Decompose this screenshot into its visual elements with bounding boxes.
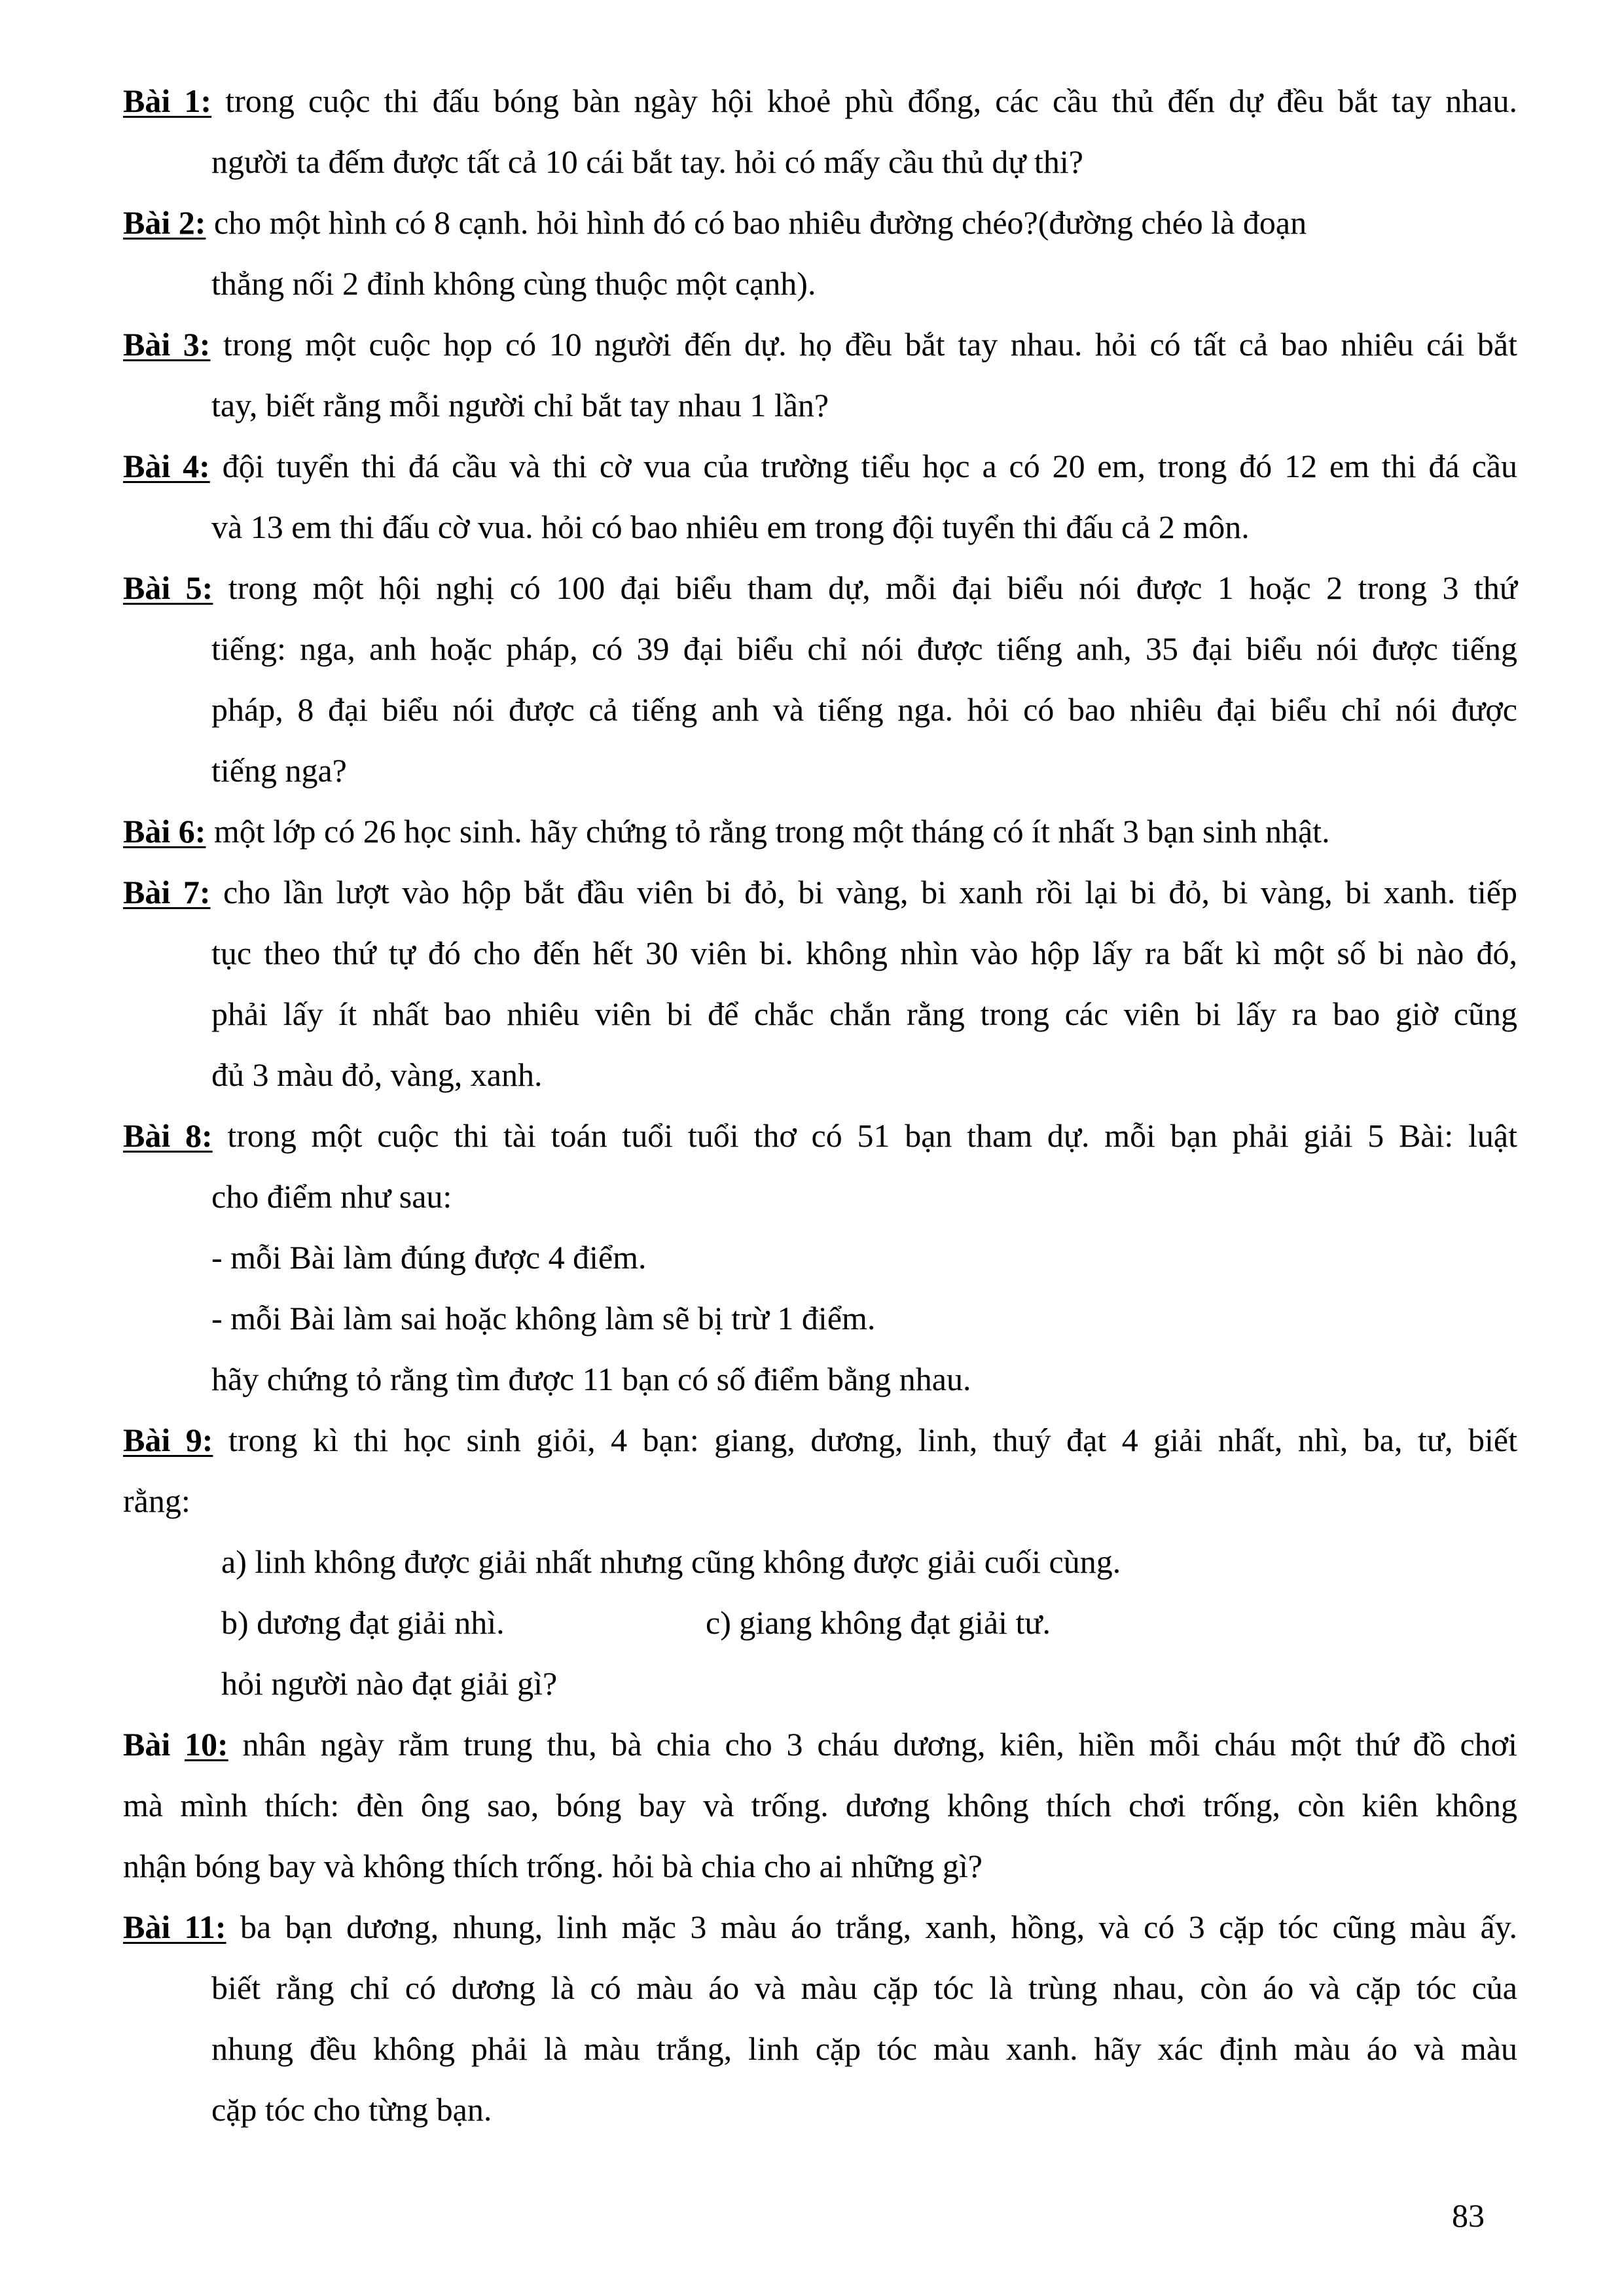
problem-7-line-1 xyxy=(123,862,1517,923)
problem-7-line-3: phải lấy ít nhất bao nhiêu viên bi để chắc chắn rằng trong các viên bi lấy ra bao giờ cũng xyxy=(211,996,1517,1032)
problem-3-line-2: tay, biết rằng mỗi người chỉ bắt tay nhau 1 lần? xyxy=(211,387,829,423)
problem-11-line-3: nhung đều không phải là màu trắng, linh cặp tóc màu xanh. hãy xác định màu áo và màu xyxy=(211,2030,1517,2067)
problem-6-text: một lớp có 26 học sinh. hãy chứng tỏ rằng trong một tháng có ít nhất 3 bạn sinh nhật. xyxy=(206,813,1330,850)
problem-3-label: Bài 3: xyxy=(123,326,211,363)
problem-10-label-number: 10: xyxy=(185,1726,228,1763)
problem-8-line-1 xyxy=(123,1105,1517,1166)
problem-1-line-2: người ta đếm được tất cả 10 cái bắt tay. hỏi có mấy cầu thủ dự thi? xyxy=(211,143,1083,180)
problem-4-text: đội tuyển thi đá cầu và thi cờ vua của trường tiểu học a có 20 em, trong đó 12 em thi đá cầu xyxy=(209,448,1517,484)
problem-4-label: Bài 4: xyxy=(123,448,210,484)
problem-3-line-1 xyxy=(123,314,1517,375)
problem-2-label: Bài 2: xyxy=(123,204,206,241)
problem-11-text: ba bạn dương, nhung, linh mặc 3 màu áo trắng, xanh, hồng, và có 3 cặp tóc cũng màu ấy. xyxy=(226,1909,1517,1945)
problem-7-text: cho lần lượt vào hộp bắt đầu viên bi đỏ, bi vàng, bi xanh rồi lại bi đỏ, bi vàng, bi xanh. tiếp xyxy=(210,874,1517,910)
problem-4-line-1 xyxy=(123,436,1517,497)
problem-11-line-4: cặp tóc cho từng bạn. xyxy=(211,2091,492,2128)
problem-5-line-2: tiếng: nga, anh hoặc pháp, có 39 đại biểu chỉ nói được tiếng anh, 35 đại biểu nói được tiếng xyxy=(211,630,1517,667)
problem-3-text: trong một cuộc họp có 10 người đến dự. họ đều bắt tay nhau. hỏi có tất cả bao nhiêu cái bắt xyxy=(210,326,1517,363)
problem-9-condition-a: a) linh không được giải nhất nhưng cũng không được giải cuối cùng. xyxy=(221,1543,1121,1580)
problem-7-line-4: đủ 3 màu đỏ, vàng, xanh. xyxy=(211,1056,543,1093)
problem-9-label: Bài 9: xyxy=(123,1422,213,1458)
problem-8-line-5: hãy chứng tỏ rằng tìm được 11 bạn có số điểm bằng nhau. xyxy=(211,1361,971,1397)
problem-4-line-2: và 13 em thi đấu cờ vua. hỏi có bao nhiêu em trong đội tuyển thi đấu cả 2 môn. xyxy=(211,509,1250,545)
problem-11-line-1 xyxy=(123,1897,1517,1958)
problem-9-line-1 xyxy=(123,1410,1517,1471)
problem-9-condition-b: b) dương đạt giải nhì. xyxy=(221,1604,505,1641)
problem-2-text: cho một hình có 8 cạnh. hỏi hình đó có bao nhiêu đường chéo?(đường chéo là đoạn xyxy=(206,204,1307,241)
problem-5-line-1 xyxy=(123,558,1517,619)
document-page xyxy=(123,71,1517,2140)
problem-2-line-2: thẳng nối 2 đỉnh không cùng thuộc một cạnh). xyxy=(211,265,816,302)
problem-1-line-1 xyxy=(123,71,1517,132)
problem-10-line-3: nhận bóng bay và không thích trống. hỏi bà chia cho ai những gì? xyxy=(123,1848,983,1884)
problem-9-condition-c: c) giang không đạt giải tư. xyxy=(706,1604,1051,1641)
problem-10-line-1 xyxy=(123,1714,1517,1775)
problem-11-line-2: biết rằng chỉ có dương là có màu áo và màu cặp tóc là trùng nhau, còn áo và cặp tóc của xyxy=(211,1969,1517,2006)
problem-5-line-3: pháp, 8 đại biểu nói được cả tiếng anh và tiếng nga. hỏi có bao nhiêu đại biểu chỉ nói được xyxy=(211,691,1517,728)
problem-8-text: trong một cuộc thi tài toán tuổi tuổi thơ có 51 bạn tham dự. mỗi bạn phải giải 5 Bài: luật xyxy=(212,1117,1517,1154)
problem-9-conditions-bc xyxy=(123,1592,1517,1653)
problem-8-rule-1: - mỗi Bài làm đúng được 4 điểm. xyxy=(211,1239,647,1276)
problem-7-line-2: tục theo thứ tự đó cho đến hết 30 viên bi. không nhìn vào hộp lấy ra bất kì một số bi nào đó, xyxy=(211,935,1517,971)
problem-1-label: Bài 1: xyxy=(123,82,212,119)
problem-2-line-1 xyxy=(123,192,1517,253)
problem-10-text: nhân ngày rằm trung thu, bà chia cho 3 cháu dương, kiên, hiền mỗi cháu một thứ đồ chơi xyxy=(228,1726,1517,1763)
problem-8-label: Bài 8: xyxy=(123,1117,213,1154)
problem-5-line-4: tiếng nga? xyxy=(211,752,347,789)
problem-10-line-2: mà mình thích: đèn ông sao, bóng bay và trống. dương không thích chơi trống, còn kiên không xyxy=(123,1787,1517,1823)
problem-10-label-word: Bài xyxy=(123,1726,185,1763)
problem-6-label: Bài 6: xyxy=(123,813,206,850)
problem-9-line-2: rằng: xyxy=(123,1482,190,1519)
problem-11-label: Bài 11: xyxy=(123,1909,226,1945)
problem-5-text: trong một hội nghị có 100 đại biểu tham dự, mỗi đại biểu nói được 1 hoặc 2 trong 3 thứ xyxy=(213,569,1517,606)
problem-9-text: trong kì thi học sinh giỏi, 4 bạn: giang, dương, linh, thuý đạt 4 giải nhất, nhì, ba, tư, biết xyxy=(213,1422,1517,1458)
problem-8-line-2: cho điểm như sau: xyxy=(211,1178,452,1215)
problem-5-label: Bài 5: xyxy=(123,569,213,606)
problem-8-rule-2: - mỗi Bài làm sai hoặc không làm sẽ bị trừ 1 điểm. xyxy=(211,1300,876,1336)
page-number: 83 xyxy=(1452,2197,1485,2234)
problem-1-text: trong cuộc thi đấu bóng bàn ngày hội khoẻ phù đổng, các cầu thủ đến dự đều bắt tay nhau. xyxy=(211,82,1517,119)
problem-9-question: hỏi người nào đạt giải gì? xyxy=(221,1665,558,1702)
problem-6-line-1 xyxy=(123,801,1517,862)
problem-7-label: Bài 7: xyxy=(123,874,211,910)
